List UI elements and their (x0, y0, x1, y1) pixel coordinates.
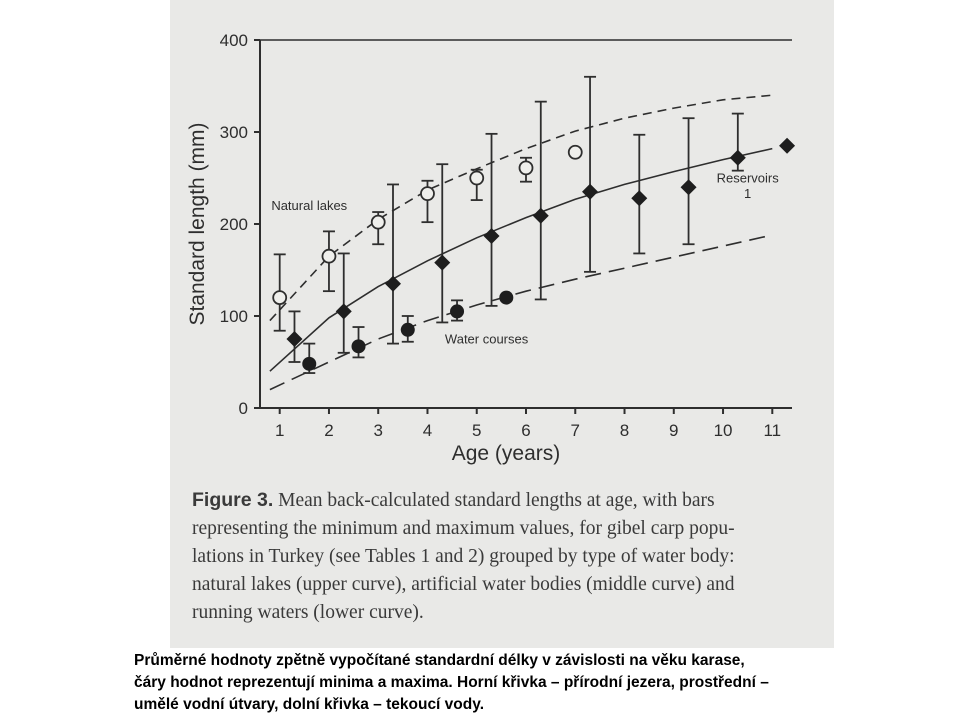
data-point-reservoirs (582, 184, 598, 200)
chart-annotation: Water courses (444, 331, 529, 347)
figure-caption (192, 486, 822, 627)
chart-annotation: Reservoirs (716, 170, 779, 186)
data-point-natural-lakes (273, 291, 286, 304)
x-tick-label: 2 (324, 421, 334, 440)
figure-caption-line: representing the minimum and maximum values, for gibel carp popu- (192, 518, 735, 539)
data-point-natural-lakes (372, 216, 385, 229)
x-tick-label: 1 (274, 421, 285, 440)
chart-annotation: Natural lakes (271, 198, 348, 214)
czech-caption (134, 650, 934, 716)
y-tick-label: 100 (219, 307, 248, 326)
data-point-reservoirs (631, 190, 647, 206)
data-point-reservoirs (385, 276, 401, 292)
x-tick-label: 11 (763, 421, 782, 440)
figure-caption-line: Mean back-calculated standard lengths at age, with bars (273, 490, 715, 511)
chart (170, 0, 834, 490)
data-point-reservoirs (681, 179, 697, 195)
data-point-natural-lakes (520, 161, 533, 174)
x-tick-label: 8 (619, 421, 630, 440)
data-point-water-courses (499, 291, 513, 305)
figure-caption-line: lations in Turkey (see Tables 1 and 2) grouped by type of water body: (192, 546, 735, 567)
x-tick-label: 7 (570, 421, 580, 440)
data-point-water-courses (450, 304, 464, 318)
data-point-natural-lakes (421, 187, 434, 200)
y-tick-label: 0 (238, 399, 248, 418)
figure-caption-line: natural lakes (upper curve), artificial water bodies (middle curve) and (192, 574, 735, 595)
x-tick-label: 3 (373, 421, 383, 440)
czech-caption-line: čáry hodnot reprezentují minima a maxima. Horní křivka – přírodní jezera, prostřední – (134, 674, 769, 691)
data-point-water-courses (401, 323, 415, 337)
y-axis-title: Standard length (mm) (186, 122, 209, 326)
chart-annotation: 1 (744, 186, 752, 202)
data-point-natural-lakes (569, 146, 582, 159)
x-tick-label: 5 (472, 421, 482, 440)
data-point-reservoirs (730, 150, 746, 166)
y-tick-label: 300 (219, 123, 248, 142)
data-point-water-courses (352, 339, 366, 353)
x-tick-label: 10 (713, 421, 733, 440)
x-tick-label: 6 (521, 421, 531, 440)
figure-photo (170, 0, 834, 648)
czech-caption-line: Průměrné hodnoty zpětně vypočítané standardní délky v závislosti na věku karase, (134, 652, 745, 669)
data-point-reservoirs (484, 228, 500, 244)
data-point-natural-lakes (322, 250, 335, 263)
data-point-reservoirs (779, 138, 795, 154)
x-tick-label: 4 (422, 421, 433, 440)
figure-caption-line: running waters (lower curve). (192, 602, 424, 623)
y-tick-label: 200 (219, 215, 248, 234)
czech-caption-line: umělé vodní útvary, dolní křivka – tekoucí vody. (134, 696, 485, 713)
data-point-natural-lakes (470, 172, 483, 185)
x-tick-label: 9 (669, 421, 679, 440)
x-axis-title: Age (years) (451, 442, 561, 465)
y-tick-label: 400 (219, 31, 248, 50)
data-point-water-courses (302, 357, 316, 371)
figure-caption-label: Figure 3. (192, 489, 274, 511)
